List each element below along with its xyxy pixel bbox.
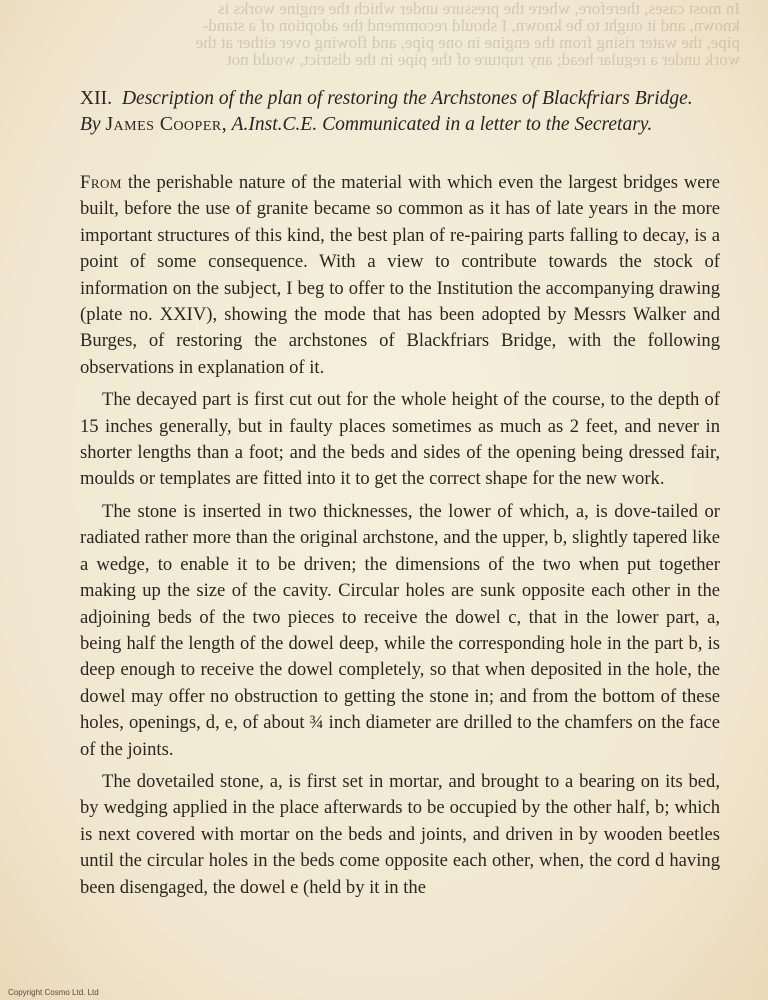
author-name: James Cooper,: [105, 114, 228, 135]
article-title: [80, 86, 720, 138]
paragraph: The decayed part is first cut out for the whole height of the course, to the depth of 15 inches generally, but in faulty places sometimes as much as 2 feet, and never in shorter lengths than a foot; and the beds and sides of the opening being dressed fair, moulds or templates are fitted into it to get the correct shape for the new work.: [80, 389, 720, 490]
section-number: XII.: [80, 88, 112, 109]
article-body: [80, 170, 720, 901]
bleed-line: known, and it ought to be known, I should recommend the adoption of a stand-: [202, 16, 740, 35]
copyright-notice: Copyright Cosmo Ltd. Ltd: [8, 988, 99, 997]
bleed-line: In most cases, therefore, where the pressure under which the engine works is: [217, 0, 740, 18]
title-line-2: A.Inst.C.E. Communicated in a letter to the Secretary.: [231, 114, 653, 135]
paragraph-text: the perishable nature of the material with which even the largest bridges were built, before the use of granite became so common as it has of late years in the more important structures of this kind, the best plan of re-pairing parts falling to decay, is a point of some consequence. With a view to contribute towards the stock of information on the subject, I beg to offer to the Institution the accompanying drawing (plate no. XXIV), showing the mode that has been adopted by Messrs Walker and Burges, of restoring the archstones of Blackfriars Bridge, with the following observations in explanation of it.: [80, 172, 720, 378]
paragraph: The stone is inserted in two thicknesses, the lower of which, a, is dove-tailed or radiated rather more than the original archstone, and the upper, b, slightly tapered like a wedge, to enable it to be driven; the dimensions of the two when put together making up the size of the cavity. Circular holes are sunk opposite each other in the adjoining beds of the two pieces to receive the dowel c, that in the lower part, a, being half the length of the dowel deep, while the corresponding hole in the part b, is deep enough to receive the dowel completely, so that when deposited in the hole, the dowel may offer no obstruction to getting the stone in; and from the bottom of these holes, openings, d, e, of about ¾ inch diameter are drilled to the chamfers on the face of the joints.: [80, 500, 720, 760]
bleed-through-text: [60, 0, 740, 68]
bleed-line: pipe, the water rising from the engine in one pipe, and flowing over either at the: [195, 33, 740, 52]
title-by: By: [80, 114, 101, 135]
paragraph: [80, 170, 720, 381]
bleed-line: work under a regular head; any rupture of the pipe in the district, would not: [226, 50, 740, 68]
paragraph: The dovetailed stone, a, is first set in mortar, and brought to a bearing on its bed, by wedging applied in the place afterwards to be occupied by the other half, b; which is next covered with mortar on the beds and joints, and driven in by wooden beetles until the circular holes in the beds come opposite each other, when, the cord d having been disengaged, the dowel e (held by it in the: [80, 770, 720, 898]
title-line-1: Description of the plan of restoring the Archstones of Blackfriars Bridge.: [121, 88, 693, 109]
lead-word: From: [80, 172, 122, 193]
